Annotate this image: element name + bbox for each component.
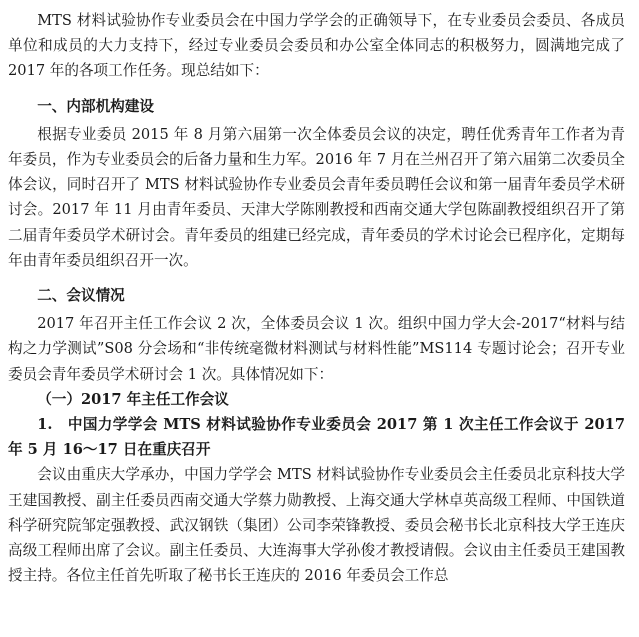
item1-title: 1. 中国力学学会 MTS 材料试验协作专业委员会 2017 第 1 次主任工作会议于 2017 年 5 月 16～17 日在重庆召开	[8, 416, 625, 459]
section2-paragraph: 2017 年召开主任工作会议 2 次，全体委员会议 1 次。组织中国力学大会-2017“材料与结构之力学测试”S08 分会场和“非传统毫微材料测试与材料性能”MS114 专题讨论会；召开专业委员会青年委员学术研讨会 1 次。具体情况如下：	[8, 315, 625, 383]
section1-paragraph: 根据专业委员 2015 年 8 月第六届第一次全体委员会议的决定，聘任优秀青年工作者为青年委员，作为专业委员会的后备力量和生力军。2016 年 7 月在兰州召开了第六届第二次委员全体会议，同时召开了 MTS 材料试验协作专业委员会青年委员聘任会议和第一届青年委员学术研讨会。2017 年 11 月由青年委员、天津大学陈刚教授和西南交通大学包陈副教授组织召开了第二届青年委员学术研讨会。青年委员的组建已经完成，青年委员的学术讨论会已程序化，定期每年由青年委员组织召开一次。	[8, 125, 625, 269]
intro-paragraph: MTS 材料试验协作专业委员会在中国力学学会的正确领导下，在专业委员会委员、各成员单位和成员的大力支持下，经过专业委员会委员和办公室全体同志的积极努力，圆满地完成了 2017 年的各项工作任务。现总结如下：	[8, 12, 625, 80]
section-heading-meetings: 二、会议情况	[37, 287, 125, 305]
item1-paragraph: 会议由重庆大学承办，中国力学学会 MTS 材料试验协作专业委员会主任委员北京科技大学王建国教授、副主任委员西南交通大学蔡力勋教授、上海交通大学林卓英高级工程师、中国铁道科学研究院邹定强教授、武汉钢铁（集团）公司李荣锋教授、委员会秘书长北京科技大学王连庆高级工程师出席了会议。副主任委员、大连海事大学孙俊才教授请假。会议由主任委员王建国教授主持。各位主任首先听取了秘书长王连庆的 2016 年委员会工作总	[8, 466, 625, 585]
section-heading-internal-structure: 一、内部机构建设	[37, 97, 154, 115]
subsection-heading-director-meetings: （一）2017 年主任工作会议	[37, 390, 229, 408]
